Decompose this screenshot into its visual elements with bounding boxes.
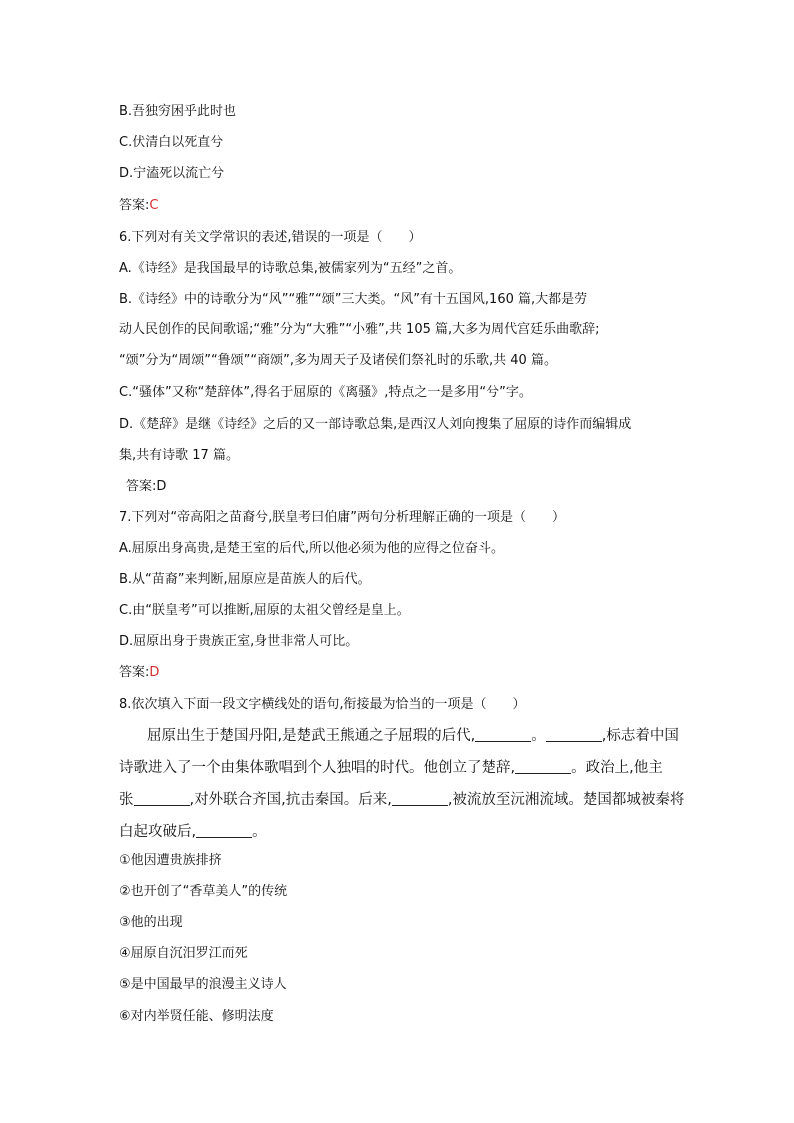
fill-blank-3 [515,759,571,774]
q7-option-a: A.屈原出身高贵,是楚王室的后代,所以他必须为他的应得之位奋斗。 [119,541,505,556]
passage-text: 诗歌进入了一个由集体歌唱到个人独唱的时代。他创立了楚辞, [119,760,516,776]
answer-label: 答案: [119,198,150,213]
q6-stem: 6.下列对有关文学常识的表述,错误的一项是（ ） [119,230,422,245]
q6-option-b-line1: B.《诗经》中的诗歌分为“风”“雅”“颂”三大类。“风”有十五国风,160 篇,大都是劳 [119,292,588,307]
fill-blank-1 [475,727,531,742]
passage-text: ,标志着中国 [601,728,679,744]
q7-stem: 7.下列对“帝高阳之苗裔兮,朕皇考曰伯庸”两句分析理解正确的一项是（ ） [119,510,566,525]
q8-stem: 8.依次填入下面一段文字横线处的语句,衔接最为恰当的一项是（ ） [119,697,526,712]
passage-text: 屈原出生于楚国丹阳,是楚武王熊通之子屈瑕的后代, [147,728,476,744]
passage-text: 。政治上,他主 [571,760,663,776]
q6-option-d-line2: 集,共有诗歌 17 篇。 [119,448,239,463]
answer-value: C [149,198,159,213]
q5-answer [119,198,158,214]
passage-text: 。 [252,824,267,840]
q8-passage-line2 [119,759,663,776]
passage-text: 张 [119,792,134,808]
q8-item-1: ①他因遭贵族排挤 [119,853,222,868]
fill-blank-5 [392,791,448,806]
q5-option-d: D.宁溘死以流亡兮 [119,166,225,181]
q7-option-c: C.由“朕皇考”可以推断,屈原的太祖父曾经是皇上。 [119,603,410,618]
fill-blank-2 [546,727,602,742]
q8-passage-line4 [119,823,267,840]
q8-item-6: ⑥对内举贤任能、修明法度 [119,1009,274,1024]
q6-option-b-line2: 动人民创作的民间歌谣;“雅”分为“大雅”“小雅”,共 105 篇,大多为周代宫廷乐曲歌辞; [119,322,600,337]
q6-option-c: C.“骚体”又称“楚辞体”,得名于屈原的《离骚》,特点之一是多用“兮”字。 [119,385,532,400]
fill-blank-4 [134,791,190,806]
q8-item-4: ④屈原自沉汨罗江而死 [119,946,248,961]
fill-blank-6 [196,823,252,838]
q8-passage-line3 [119,791,684,808]
passage-text: ,对外联合齐国,抗击秦国。后来, [189,792,392,808]
q8-item-3: ③他的出现 [119,915,183,930]
q8-item-2: ②也开创了“香草美人”的传统 [119,884,288,899]
passage-text: 。 [531,728,546,744]
q6-option-b-line3: “颂”分为“周颂”“鲁颂”“商颂”,多为周天子及诸侯们祭礼时的乐歌,共 40 篇。 [119,353,557,368]
passage-text: ,被流放至沅湘流域。楚国都城被秦将 [447,792,685,808]
q8-passage-line1 [147,727,679,744]
passage-text: 白起攻破后, [119,824,197,840]
q6-option-d-line1: D.《楚辞》是继《诗经》之后的又一部诗歌总集,是西汉人刘向搜集了屈原的诗作而编辑成 [119,417,632,432]
q6-option-a: A.《诗经》是我国最早的诗歌总集,被儒家列为“五经”之首。 [119,261,462,276]
answer-value: D [149,665,160,680]
q5-option-c: C.伏清白以死直兮 [119,135,224,150]
q7-answer [119,665,159,681]
q6-answer [126,479,166,495]
q7-option-d: D.屈原出身于贵族正室,身世非常人可比。 [119,634,359,649]
q7-option-b: B.从“苗裔”来判断,屈原应是苗族人的后代。 [119,572,371,587]
q8-item-5: ⑤是中国最早的浪漫主义诗人 [119,977,287,992]
answer-label: 答案: [126,479,157,494]
answer-label: 答案: [119,665,150,680]
q5-option-b: B.吾独穷困乎此时也 [119,104,237,119]
answer-value: D [156,479,167,494]
